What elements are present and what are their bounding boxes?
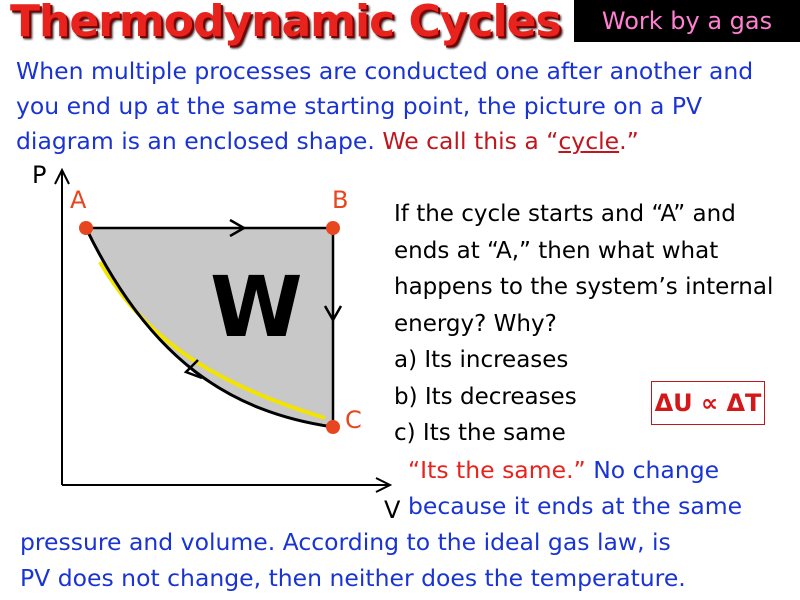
answer-line4: PV does not change, then neither does the temperature. [20,564,686,592]
cycle-word: cycle [558,127,620,155]
label-b: B [332,186,349,214]
answer-line2: because it ends at the same [408,492,743,520]
intro-text: When multiple processes are conducted one after another and you end up at the same starting point, the picture on a PV diagram is an enclosed shape. [16,57,754,155]
page-title: Thermodynamic Cycles [10,0,561,47]
option-a: a) Its increases [394,347,569,373]
point-c [326,420,340,434]
option-c: c) Its the same [394,420,566,446]
label-a: A [70,186,87,214]
option-b: b) Its decreases [394,383,577,410]
answer-line3: pressure and volume. According to the ideal gas law, is [20,528,671,556]
label-c: C [345,406,362,434]
section-badge: Work by a gas [574,0,800,42]
cycle-definition: We call this a “cycle.” [382,127,639,155]
point-b [326,221,340,235]
point-a [79,221,93,235]
answer-block [20,452,790,596]
relation-box: ΔU ∝ ΔT [651,381,765,425]
work-label: W [210,258,303,356]
question-text: If the cycle starts and “A” and ends at “A,” then what what happens to the system’s internal energy? Why? [394,201,774,337]
p-axis-label: P [32,161,47,189]
answer-line1: No change [585,456,720,484]
answer-quote: “Its the same.” [408,456,586,484]
v-axis-label: V [384,496,401,524]
